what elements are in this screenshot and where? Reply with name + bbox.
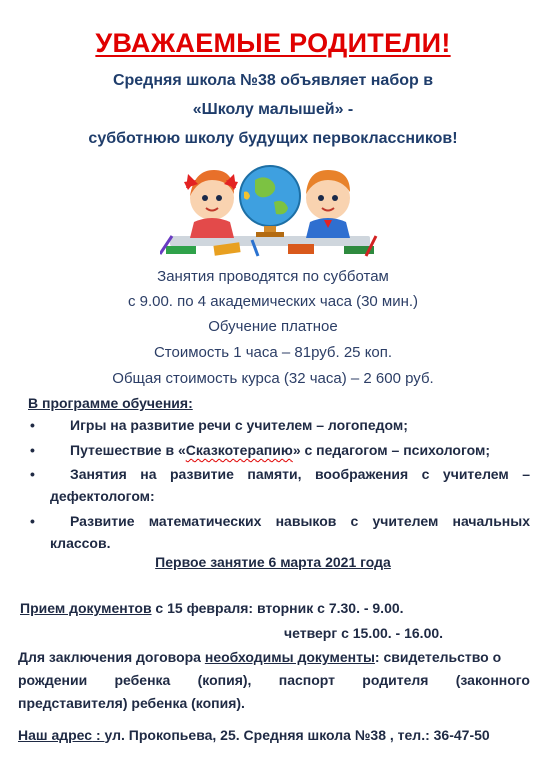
list-item: • Игры на развитие речи с учителем – логопедом; xyxy=(30,414,530,436)
children-globe-illustration xyxy=(160,152,380,264)
contract-line-1: Для заключения договора необходимы документы: свидетельство о xyxy=(18,649,502,665)
documents-thursday: четверг с 15.00. - 16.00. xyxy=(284,625,444,641)
program-heading: В программе обучения: xyxy=(28,395,193,411)
bullet-icon: • xyxy=(30,417,35,433)
documents-schedule: Прием документов с 15 февраля: вторник с 7.30. - 9.00. xyxy=(20,600,404,616)
info-time: с 9.00. по 4 академических часа (30 мин.) xyxy=(127,293,419,310)
contract-line-3: представителя) ребенка (копия). xyxy=(18,695,245,711)
skazkoterapiya-term: Сказкотерапию xyxy=(185,442,293,458)
bullet-icon: • xyxy=(30,513,35,529)
list-item-continuation: классов. xyxy=(50,535,111,551)
page-title: УВАЖАЕМЫЕ РОДИТЕЛИ! xyxy=(95,28,451,58)
list-item: • Занятия на развитие памяти, воображения с учителем – xyxy=(30,463,530,485)
subtitle-line-1: Средняя школа №38 объявляет набор в xyxy=(112,72,434,89)
subtitle-line-2: «Школу малышей» - xyxy=(192,101,354,118)
address-label: Наш адрес xyxy=(18,727,93,743)
info-total: Общая стоимость курса (32 часа) – 2 600 руб. xyxy=(112,370,434,387)
info-price: Стоимость 1 часа – 81руб. 25 коп. xyxy=(153,344,393,361)
documents-label: Прием документов xyxy=(20,600,152,616)
contract-line-2: рождении ребенка (копия), паспорт родителя (законного xyxy=(18,672,530,688)
list-item: • Путешествие в «Сказкотерапию» с педагогом – психологом; xyxy=(30,439,530,461)
info-paid: Обучение платное xyxy=(208,318,338,335)
first-lesson-date: Первое занятие 6 марта 2021 года xyxy=(155,554,391,570)
address: Наш адрес : ул. Прокопьева, 25. Средняя школа №38 , тел.: 36-47-50 xyxy=(18,727,490,743)
info-days: Занятия проводятся по субботам xyxy=(157,268,389,285)
list-item: • Развитие математических навыков с учителем начальных xyxy=(30,510,530,532)
bullet-icon: • xyxy=(30,466,35,482)
required-documents: необходимы документы xyxy=(204,649,375,665)
bullet-icon: • xyxy=(30,442,35,458)
list-item-continuation: дефектологом: xyxy=(50,488,155,504)
subtitle-line-3: субботнюю школу будущих первоклассников! xyxy=(88,130,458,147)
